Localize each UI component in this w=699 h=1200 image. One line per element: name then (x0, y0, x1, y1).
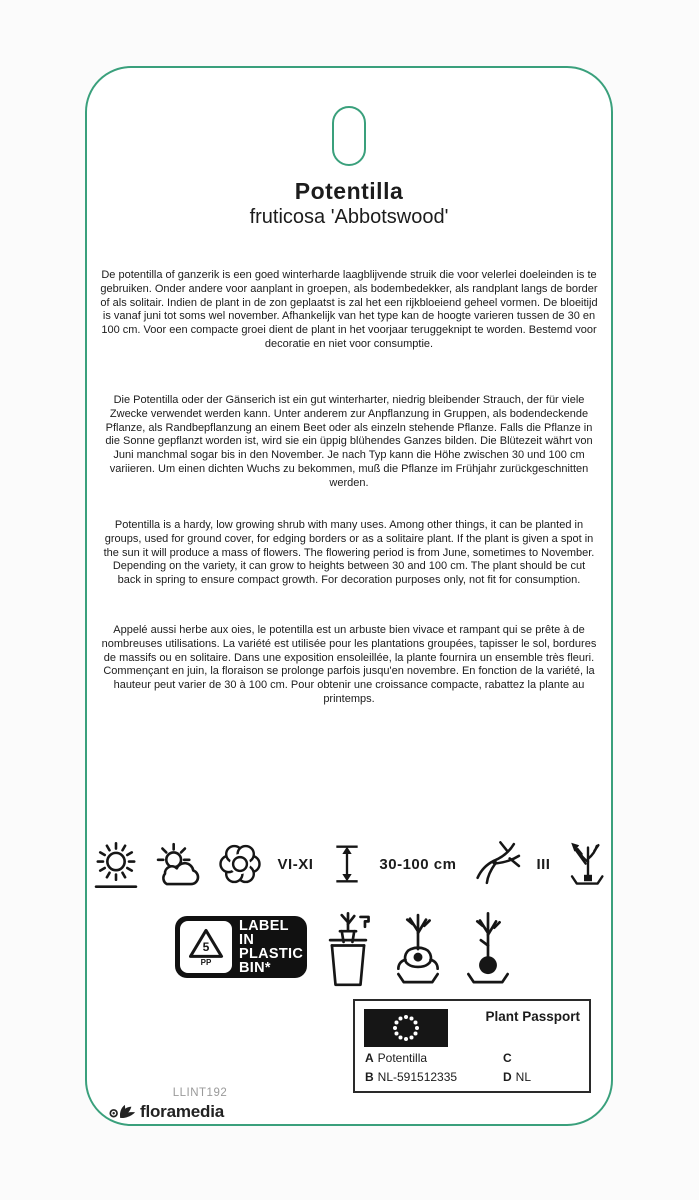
plant-label-card (85, 66, 613, 1126)
recycle-number: 5 (202, 939, 210, 954)
plant-variety-subtitle: fruticosa 'Abbotswood' (249, 206, 449, 228)
passport-field-b: B NL-591512335 (365, 1070, 458, 1084)
passport-field-c: C (503, 1051, 512, 1065)
flowering-period-label: VI-XI (277, 855, 314, 873)
description-dutch: De potentilla of ganzerik is een goed winterharde laagblijvende struik die voor velerlei doeleinden is te gebruiken. Onder andere voor aanplant in groepen, als bodembedekker, als randplant langs de border of als solitair. Indien de plant in de zon geplaatst is zal het een rijkbloeiend geheel vormen. De bloeitijd is vanaf juni tot soms wel november. Afhankelijk van het type kan de hoogte varieren tussen de 30 en 100 cm. Voor een compacte groei dient de plant in het voorjaar teruggeknipt te worden. Bestemd voor decoratie en niet voor consumptie. (100, 269, 598, 350)
recycle-material-code: PP (200, 958, 212, 968)
plant-passport-title: Plant Passport (485, 1009, 580, 1024)
planting-icon (564, 838, 612, 889)
height-arrow-icon (327, 844, 367, 884)
floramedia-logo (109, 1102, 224, 1122)
label-in-plastic-bin-badge (175, 916, 307, 978)
plant-in-soil-icon (463, 908, 513, 990)
recycle-panel (180, 921, 232, 973)
height-range-label: 30-100 cm (379, 855, 457, 873)
recycle-triangle-icon (187, 927, 225, 962)
full-sun-icon (90, 839, 142, 889)
brand-name: floramedia (140, 1102, 224, 1121)
description-french: Appelé aussi herbe aux oies, le potentilla est un arbuste bien vivace et rampant qui se prête à de nombreuses utilisations. La variété est utilisée pour les plantations groupées, tapisser le sol, bordures de massifs ou en solitaire. Dans une exposition ensoleillée, la plante fournira un ensemble très fleuri. Commençant en juin, la floraison se prolonge parfois jusqu'en novembre. En fonction de la variété, la hauteur peut varier de 30 à 100 cm. Pour obtenir une croissance compacte, rabattez la plante au printemps. (101, 624, 597, 705)
flower-icon (214, 838, 266, 890)
plant-passport-box (353, 999, 591, 1093)
floramedia-leaf-icon (109, 1103, 137, 1122)
passport-field-d: D NL (503, 1070, 532, 1084)
hang-hole (332, 106, 366, 166)
plastic-bin-text: LABEL IN PLASTIC BIN* (239, 918, 304, 976)
plant-genus-title: Potentilla (294, 178, 404, 204)
care-icon-row (97, 828, 605, 900)
description-english: Potentilla is a hardy, low growing shrub with many uses. Among other things, it can be planted in groups, used for ground cover, for edging borders or as a solitaire plant. If the plant is given a spot in the sun it will produce a mass of flowers. The flowering period is from June, sometimes to November. Depending on the variety, it can grow to heights between 30 and 100 cm. The plant should be cut back in spring to ensure compact growth. For decoration purposes only, not fit for consumption. (103, 519, 595, 587)
passport-field-a: A Potentilla (365, 1051, 428, 1065)
water-plant-icon (323, 908, 373, 990)
print-code: LLINT192 (172, 1087, 228, 1099)
eu-flag-icon (364, 1009, 448, 1047)
partial-shade-icon (152, 839, 204, 889)
pruning-icon (470, 839, 524, 890)
loosen-rootball-icon (393, 908, 443, 990)
planting-steps-icons (323, 898, 603, 990)
description-german: Die Potentilla oder der Gänserich ist ein gut winterharter, niedrig bleibender Strauch, der für viele Zwecke verwendet werden kann. Unter anderem zur Anpflanzung in Gruppen, als bodendeckende Pflanze, als Randbepflanzung an einem Beet oder als einzeln stehende Pflanze. Falls die Pflanze in die Sonne gepflanzt worden ist, wird sie ein üppig blühendes Ganzes bilden. Die Blütezeit währt von Juni manchmal sogar bis in den November. Je nach Typ kann die Höhe zwischen 30 und 100 cm variieren. Um einen dichten Wuchs zu bekommen, muß die Pflanze im Frühjahr zurückgeschnitten werden. (105, 394, 593, 489)
pruning-month-label: III (536, 855, 551, 873)
